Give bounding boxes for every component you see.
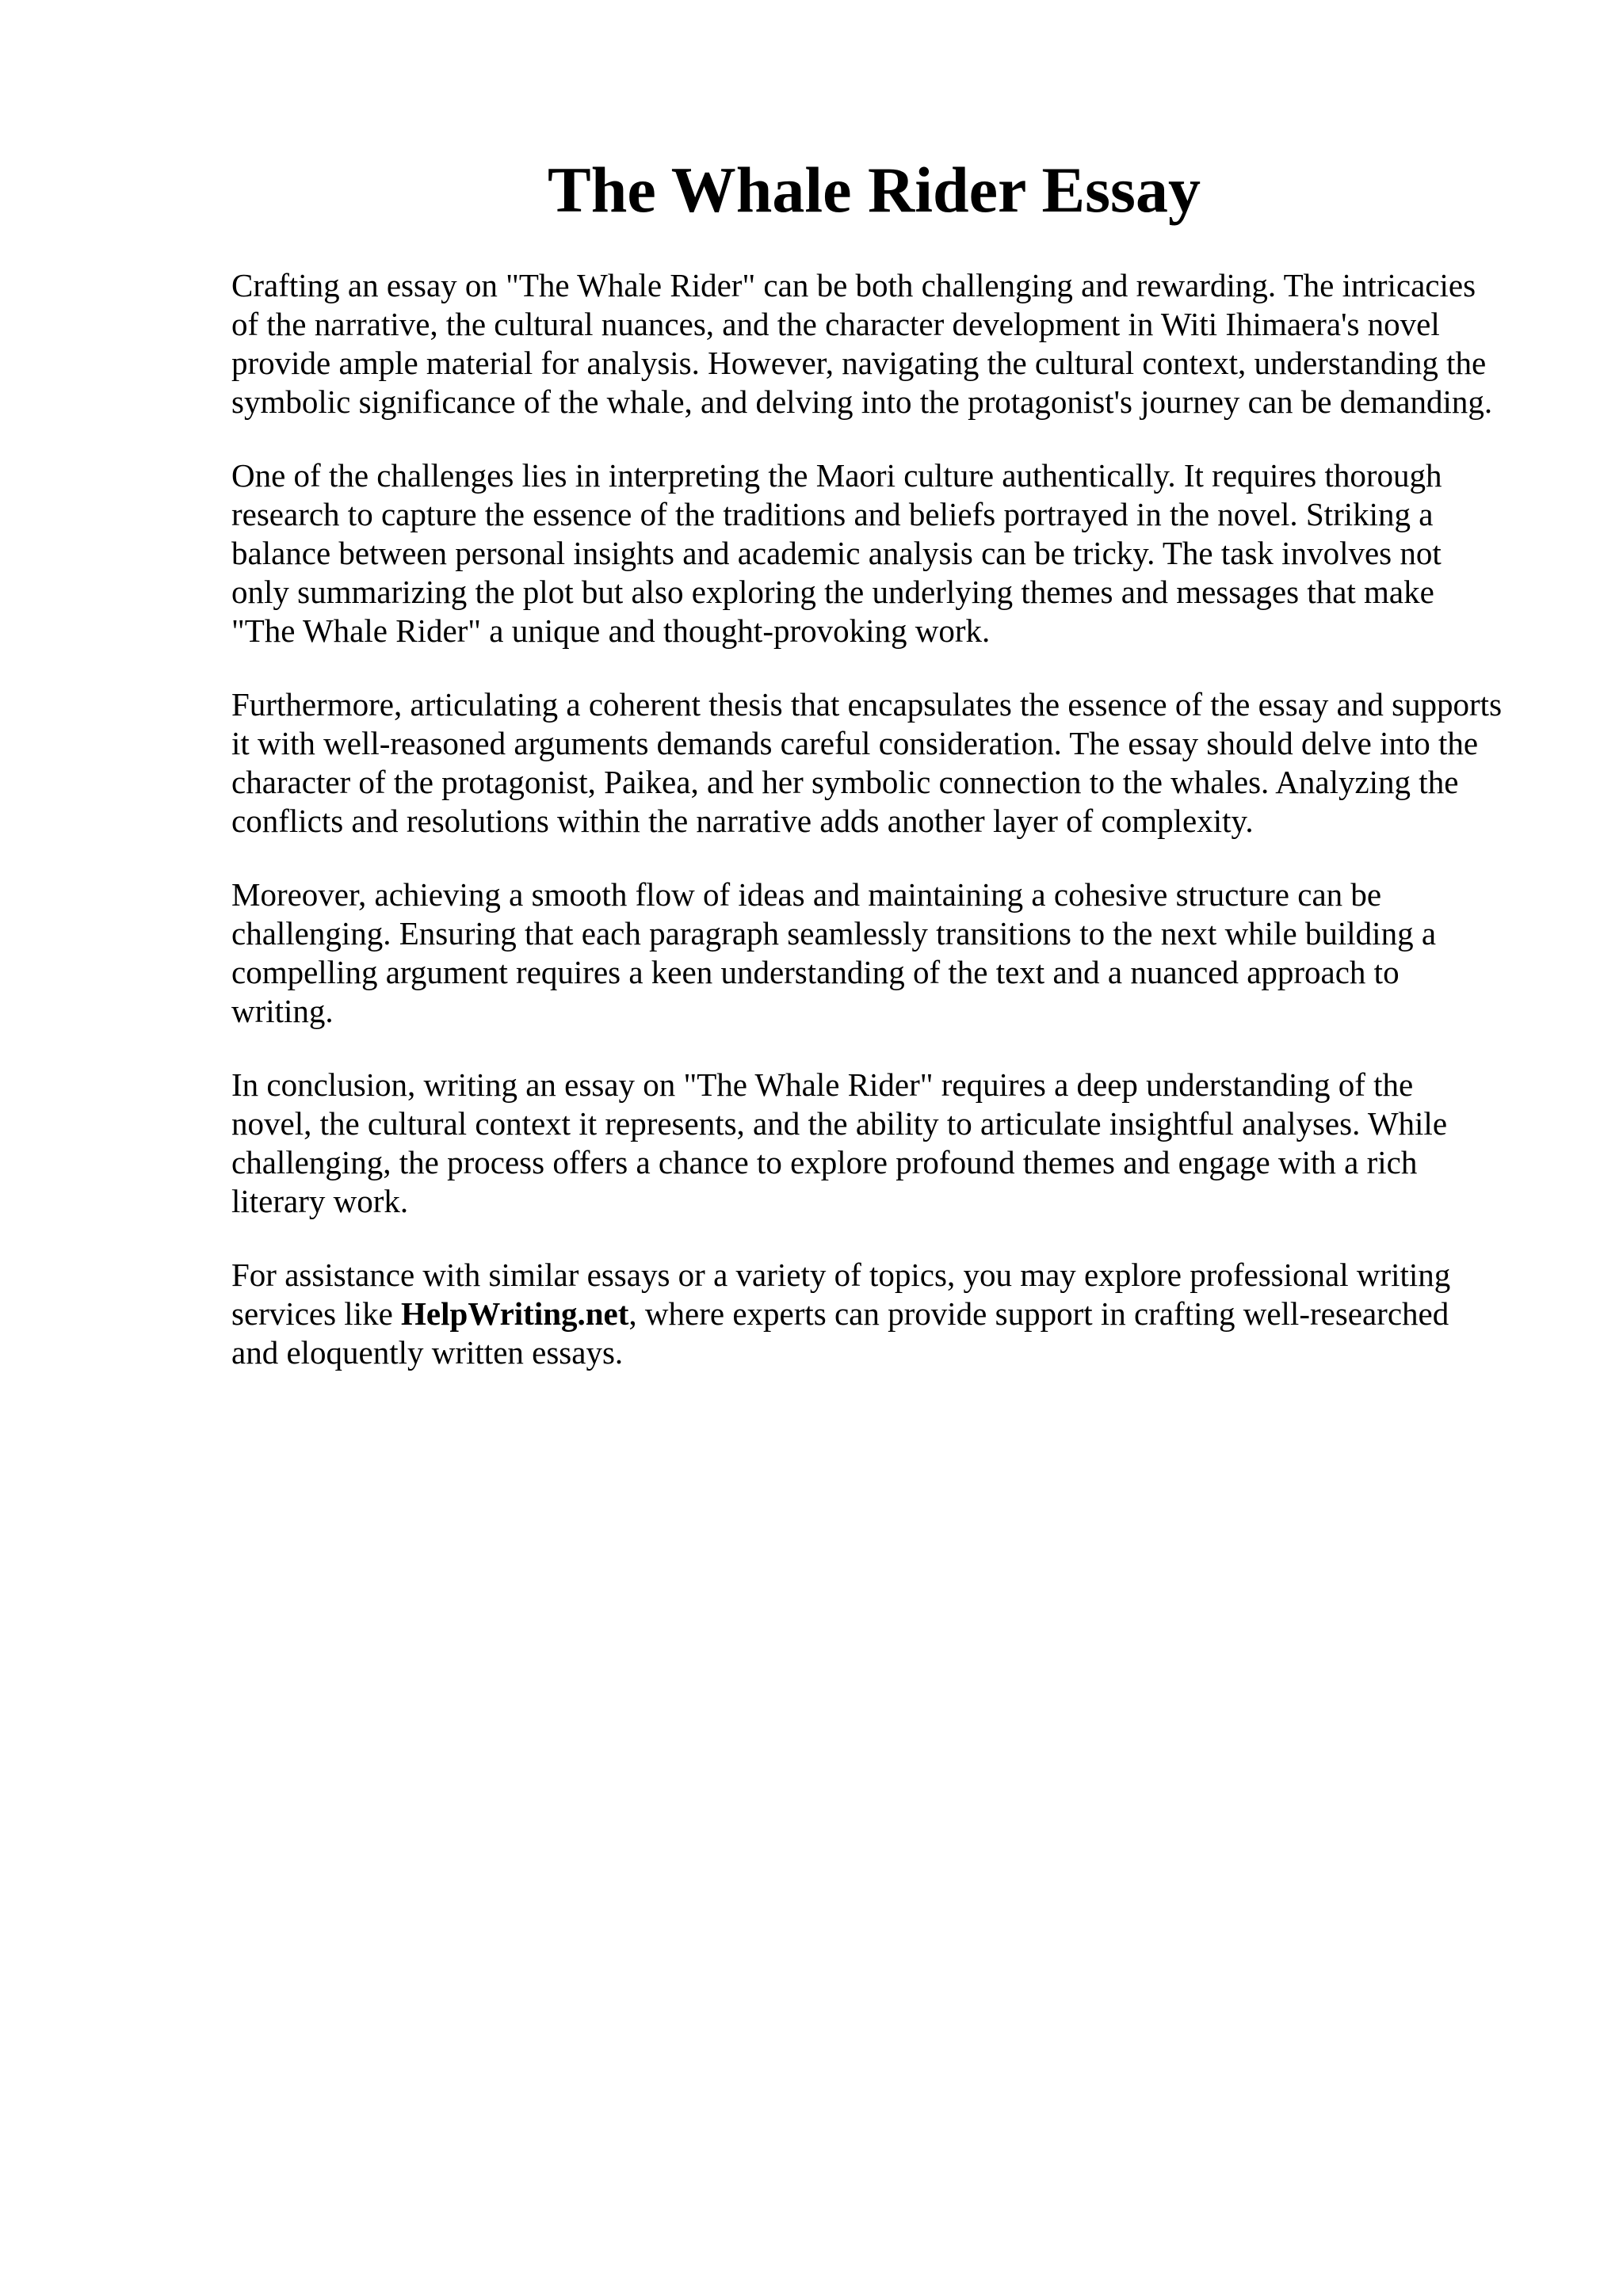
paragraph-1: Crafting an essay on "The Whale Rider" can be both challenging and rewarding. The intricacies of the narrative, the cultural nuances, and the character development in Witi Ihimaera's novel provide ample material for analysis. However, navigating the cultural context, understanding the symbolic significance of the whale, and delving into the protagonist's journey can be demanding. [231, 267, 1493, 420]
paragraph-4: Moreover, achieving a smooth flow of ideas and maintaining a cohesive structure can be challenging. Ensuring that each paragraph seamlessly transitions to the next while building a compelling argument requires a keen understanding of the text and a nuanced approach to writing. [231, 876, 1437, 1029]
document-title: The Whale Rider Essay [548, 154, 1201, 226]
helpwriting-link[interactable]: HelpWriting.net [401, 1295, 629, 1332]
paragraph-3: Furthermore, articulating a coherent thesis that encapsulates the essence of the essay and supports it with well-reasoned arguments demands careful consideration. The essay should delve into the character of the protagonist, Paikea, and her symbolic connection to the whales. Analyzing the conflicts and resolutions within the narrative adds another layer of complexity. [231, 686, 1503, 839]
closing-text-after: , where experts can provide support in crafting well-researched and eloquently written essays. [231, 1295, 1449, 1371]
paragraph-2: One of the challenges lies in interpreting the Maori culture authentically. It requires thorough research to capture the essence of the traditions and beliefs portrayed in the novel. Striking a balance between personal insights and academic analysis can be tricky. The task involves not only summarizing the plot but also exploring the underlying themes and messages that make "The Whale Rider" a unique and thought-provoking work. [231, 457, 1442, 649]
closing-paragraph [231, 1256, 1531, 1372]
essay-body [231, 266, 1531, 1407]
paragraph-5: In conclusion, writing an essay on "The Whale Rider" requires a deep understanding of the novel, the cultural context it represents, and the ability to articulate insightful analyses. While challenging, the process offers a chance to explore profound themes and engage with a rich literary work. [231, 1066, 1448, 1219]
closing-text-before: For assistance with similar essays or a variety of topics, you may explore professional writing services like [231, 1257, 1451, 1332]
